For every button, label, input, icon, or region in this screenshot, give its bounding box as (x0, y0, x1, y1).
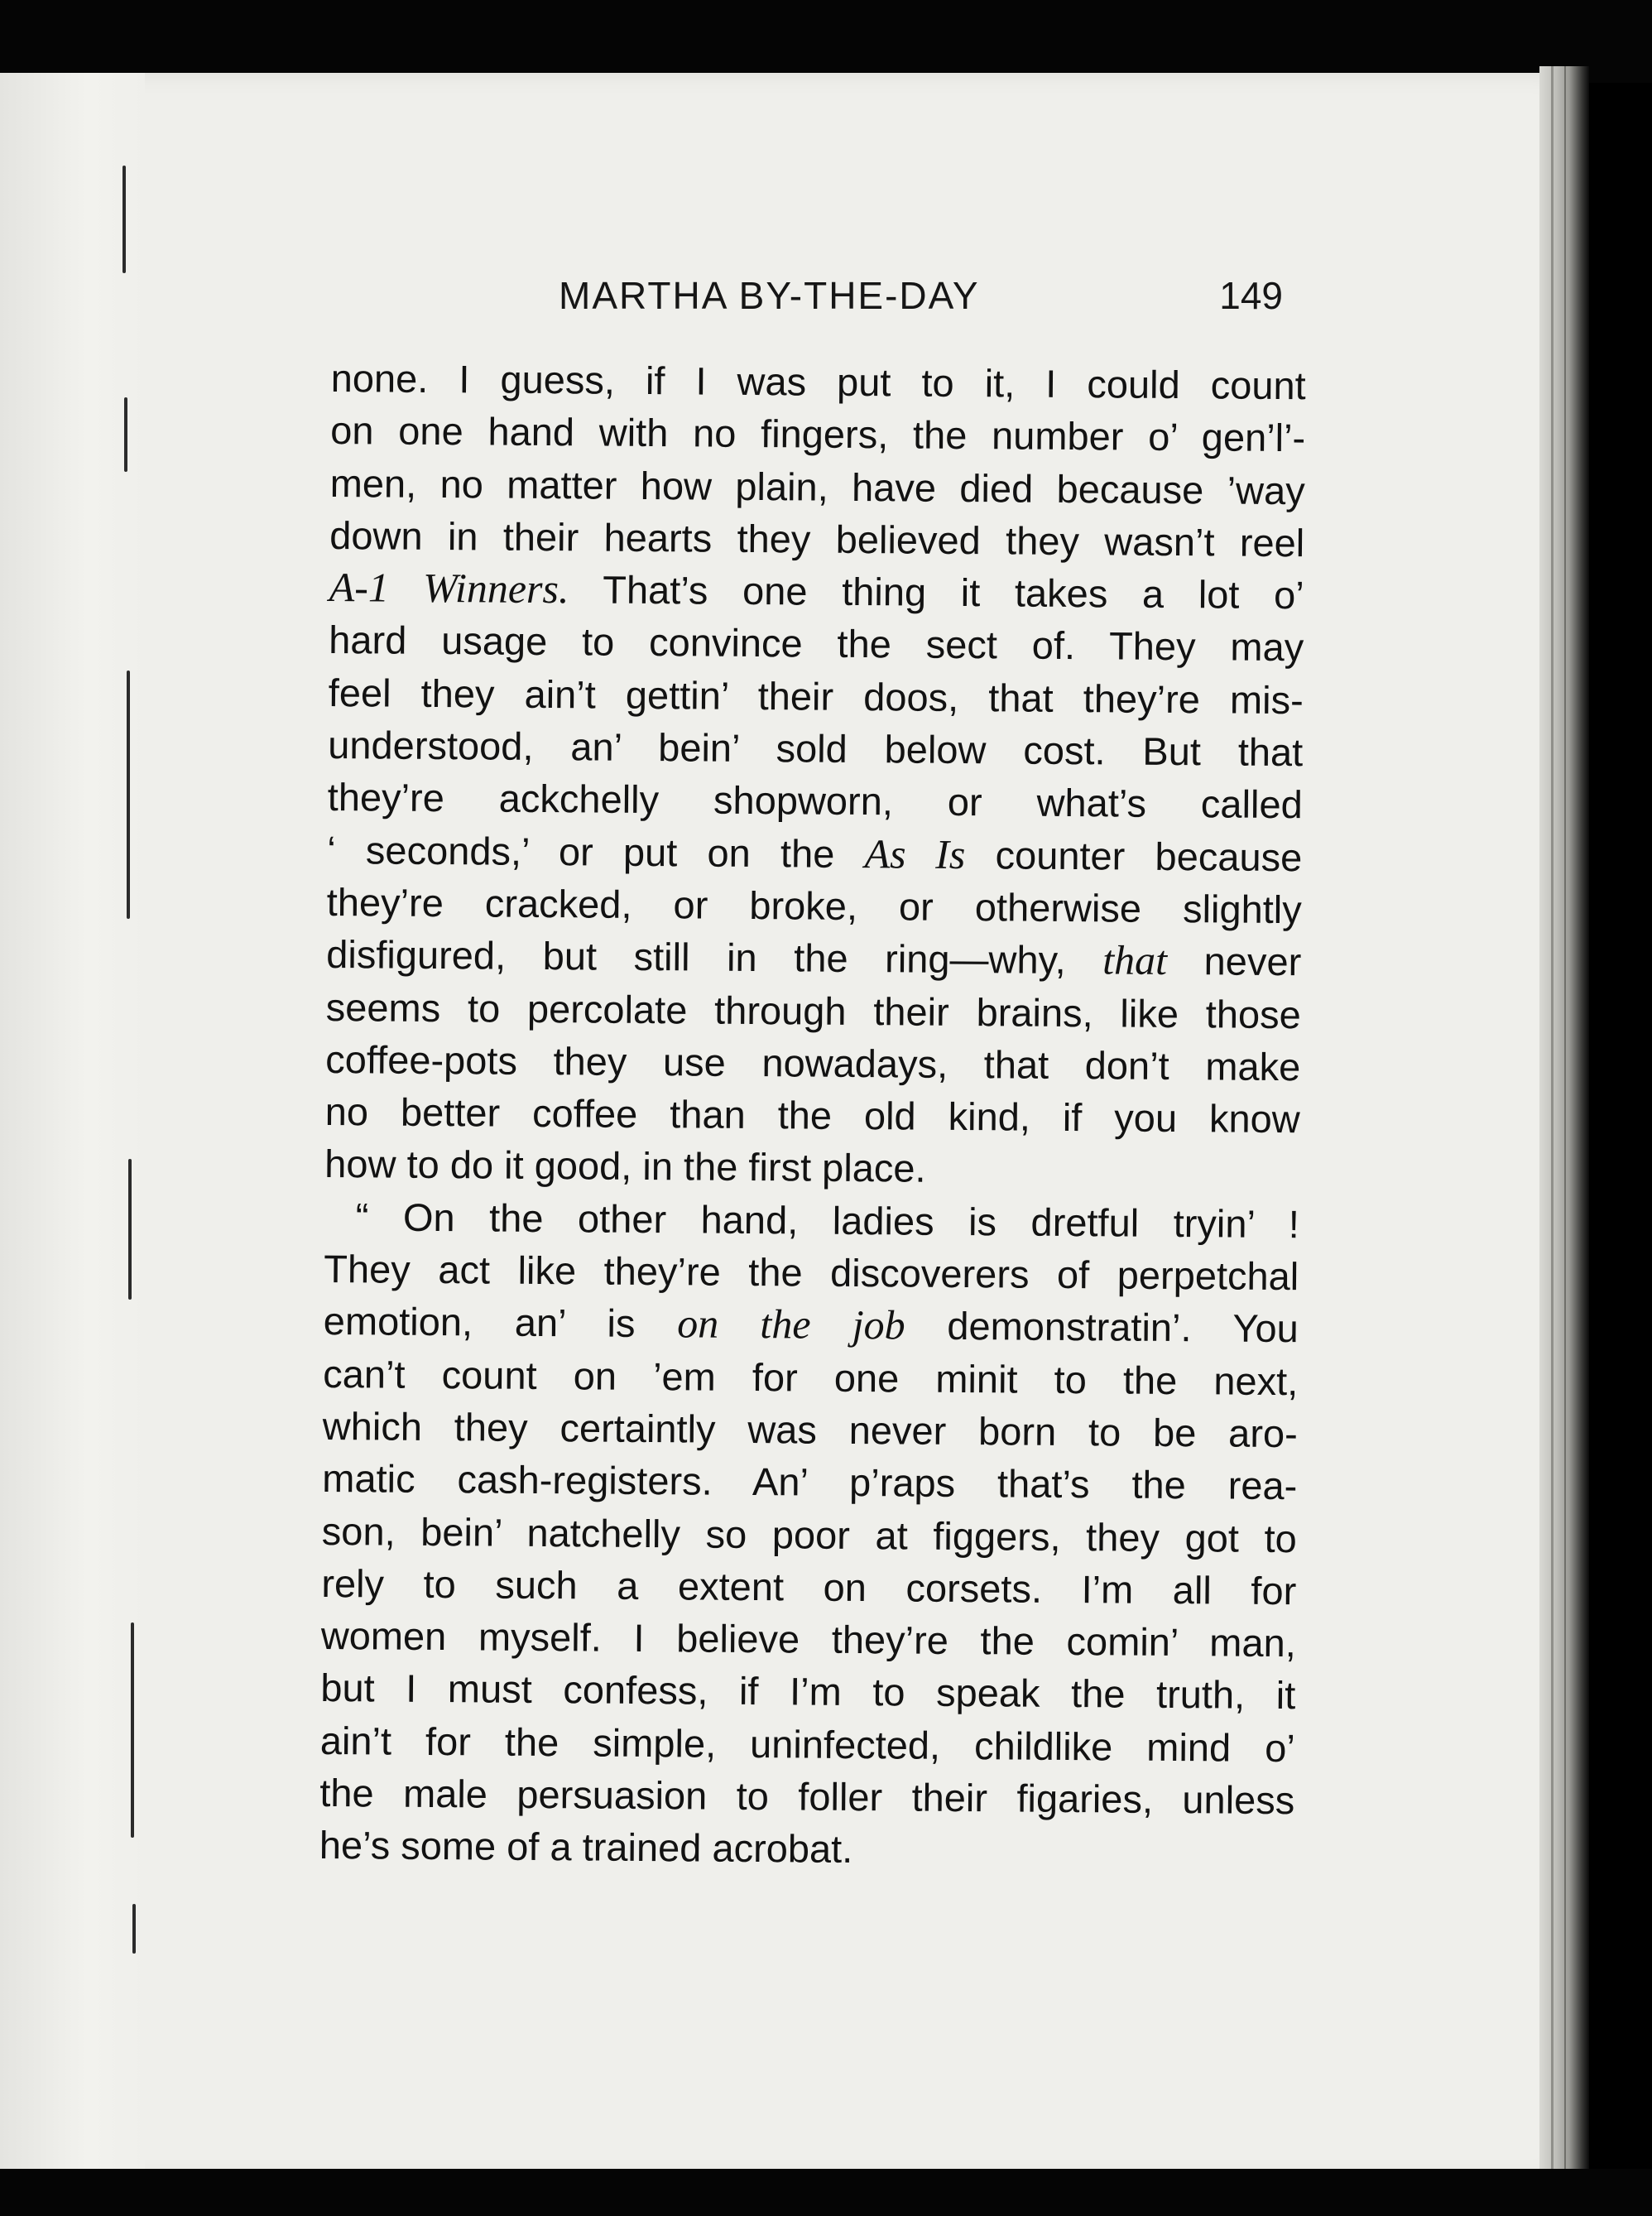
text-line: understood, an’ bein’ sold below cost. But that (328, 723, 1304, 775)
text-line: They act like they’re the discoverers of perpetchal (324, 1247, 1299, 1299)
text-line: they’re ackchelly shopworn, or what’s called (327, 775, 1303, 827)
text-line: he’s some of a trained acrobat. (319, 1823, 853, 1872)
text-line: matic cash-registers. An’ p’raps that’s the rea- (322, 1456, 1298, 1508)
text-line: which they certaintly was never born to be aro- (322, 1403, 1298, 1456)
text-line: disfigured, but still in the ring—why, that never (326, 932, 1302, 984)
text-line: on one hand with no fingers, the number o’ gen’l’- (330, 408, 1306, 460)
gutter-mark (122, 166, 126, 273)
text-line: women myself. I believe they’re the comin’ man, (320, 1613, 1296, 1666)
text-line: A-1 Winners. That’s one thing it takes a lot o’ (329, 564, 1304, 618)
text-line: ‘ seconds,’ or put on the As Is counter because (327, 827, 1303, 879)
gutter-mark (131, 1622, 134, 1838)
text-line: son, bein’ natchelly so poor at figgers, they got to (321, 1508, 1297, 1560)
scan-background-top (0, 0, 1652, 83)
page-header (331, 273, 1283, 331)
gutter-mark (132, 1904, 136, 1954)
text-line: feel they ain’t gettin’ their doos, that they’re mis- (328, 670, 1304, 723)
text-line: “ On the other hand, ladies is dretful tryin’ ! (355, 1195, 1299, 1246)
text-line: seems to percolate through their brains, like those (325, 984, 1301, 1036)
text-line: ain’t for the simple, uninfected, childlike mind o’ (319, 1718, 1295, 1770)
gutter-mark (124, 397, 127, 472)
page-number: 149 (1219, 274, 1283, 317)
running-title: MARTHA BY-THE-DAY (559, 274, 980, 317)
text-line: coffee-pots they use nowadays, that don’t make (325, 1036, 1301, 1089)
scan-background-bottom (0, 2169, 1652, 2216)
gutter-mark (127, 671, 130, 919)
page-gutter (0, 73, 145, 2180)
text-line: they’re cracked, or broke, or otherwise slightly (326, 879, 1302, 932)
text-line: how to do it good, in the first place. (324, 1142, 926, 1191)
text-line: the male persuasion to foller their figaries, unless (319, 1770, 1295, 1823)
italic-phrase: on the job (677, 1300, 905, 1348)
text-line: but I must confess, if I’m to speak the truth, it (320, 1666, 1296, 1718)
gutter-mark (128, 1159, 132, 1300)
page-edge (1539, 66, 1589, 2185)
italic-phrase: that (1102, 936, 1168, 984)
text-line: men, no matter how plain, have died because ’way (329, 460, 1305, 512)
body-text (319, 352, 1306, 1879)
text-line: no better coffee than the old kind, if you know (324, 1089, 1300, 1142)
text-line: down in their hearts they believed they wasn’t reel (329, 512, 1305, 565)
italic-phrase: A-1 Winners. (329, 564, 569, 613)
text-line: rely to such a extent on corsets. I’m all for (321, 1560, 1297, 1613)
text-line: none. I guess, if I was put to it, I could count (330, 355, 1306, 408)
italic-phrase: As Is (864, 829, 966, 877)
text-line: emotion, an’ is on the job demonstratin’. You (323, 1299, 1299, 1351)
text-line: hard usage to convince the sect of. They may (329, 618, 1304, 670)
text-line: can’t count on ’em for one minit to the next, (323, 1351, 1299, 1403)
